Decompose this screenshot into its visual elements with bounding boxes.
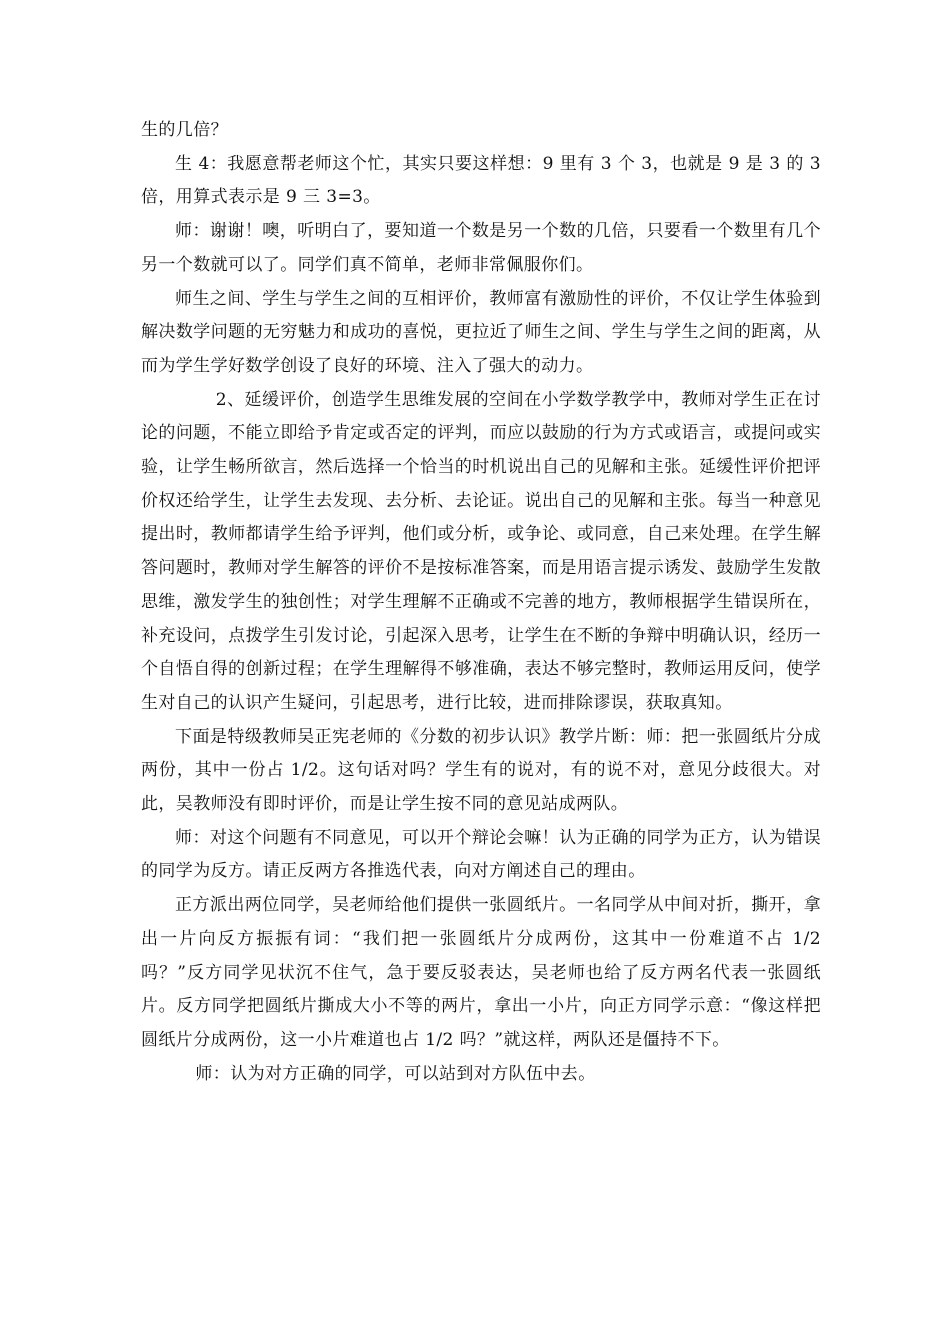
paragraph-2: 生 4：我愿意帮老师这个忙，其实只要这样想：9 里有 3 个 3，也就是 9 是 3 的 3 倍，用算式表示是 9 三 3=3。 xyxy=(141,153,821,208)
paragraph-3: 师：谢谢！噢，听明白了，要知道一个数是另一个数的几倍，只要看一个数里有几个另一个数就可以了。同学们真不简单，老师非常佩服你们。 xyxy=(141,221,821,275)
paragraph-8: 正方派出两位同学，吴老师给他们提供一张圆纸片。一名同学从中间对折，撕开，拿出一片向反方振振有词：“我们把一张圆纸片分成两份，这其中一份难道不占 1/2 吗？”反方同学见状沉不住气，急于要反驳表达，吴老师也给了反方两名代表一张圆纸片。反方同学把圆纸片撕成大小不等的两片，拿出一小片，向正方同学示意：“像这样把圆纸片分成两份，这一小片难道也占 1/2 吗？”就这样，两队还是僵持不下。 xyxy=(141,895,821,1050)
paragraph-6: 下面是特级教师吴正宪老师的《分数的初步认识》教学片断：师：把一张圆纸片分成两份，其中一份占 1/2。这句话对吗？学生有的说对，有的说不对，意见分歧很大。对此，吴教师没有即时评价，而是让学生按不同的意见站成两队。 xyxy=(141,726,821,815)
document-page xyxy=(141,114,821,1091)
paragraph-5: 2、延缓评价，创造学生思维发展的空间在小学数学教学中，教师对学生正在讨论的问题，不能立即给予肯定或否定的评判，而应以鼓励的行为方式或语言，或提问或实验，让学生畅所欲言，然后选择一个恰当的时机说出自己的见解和主张。延缓性评价把评价权还给学生，让学生去发现、去分析、去论证。说出自己的见解和主张。每当一种意见提出时，教师都请学生给予评判，他们或分析，或争论、或同意，自己来处理。在学生解答问题时，教师对学生解答的评价不是按标准答案，而是用语言提示诱发、鼓励学生发散思维，激发学生的独创性；对学生理解不正确或不完善的地方，教师根据学生错误所在，补充设问，点拨学生引发讨论，引起深入思考，让学生在不断的争辩中明确认识，经历一个自悟自得的创新过程；在学生理解得不够准确，表达不够完整时，教师运用反问，使学生对自己的认识产生疑问，引起思考，进行比较，进而排除谬误，获取真知。 xyxy=(141,389,821,713)
paragraph-7: 师：对这个问题有不同意见，可以开个辩论会嘛！认为正确的同学为正方，认为错误的同学为反方。请正反两方各推选代表，向对方阐述自己的理由。 xyxy=(141,827,821,882)
paragraph-1: 生的几倍？ xyxy=(141,120,228,140)
paragraph-4: 师生之间、学生与学生之间的互相评价，教师富有激励性的评价，不仅让学生体验到解决数学问题的无穷魅力和成功的喜悦，更拉近了师生之间、学生与学生之间的距离，从而为学生学好数学创设了良好的环境、注入了强大的动力。 xyxy=(141,288,821,376)
paragraph-9: 师：认为对方正确的同学，可以站到对方队伍中去。 xyxy=(195,1063,596,1084)
